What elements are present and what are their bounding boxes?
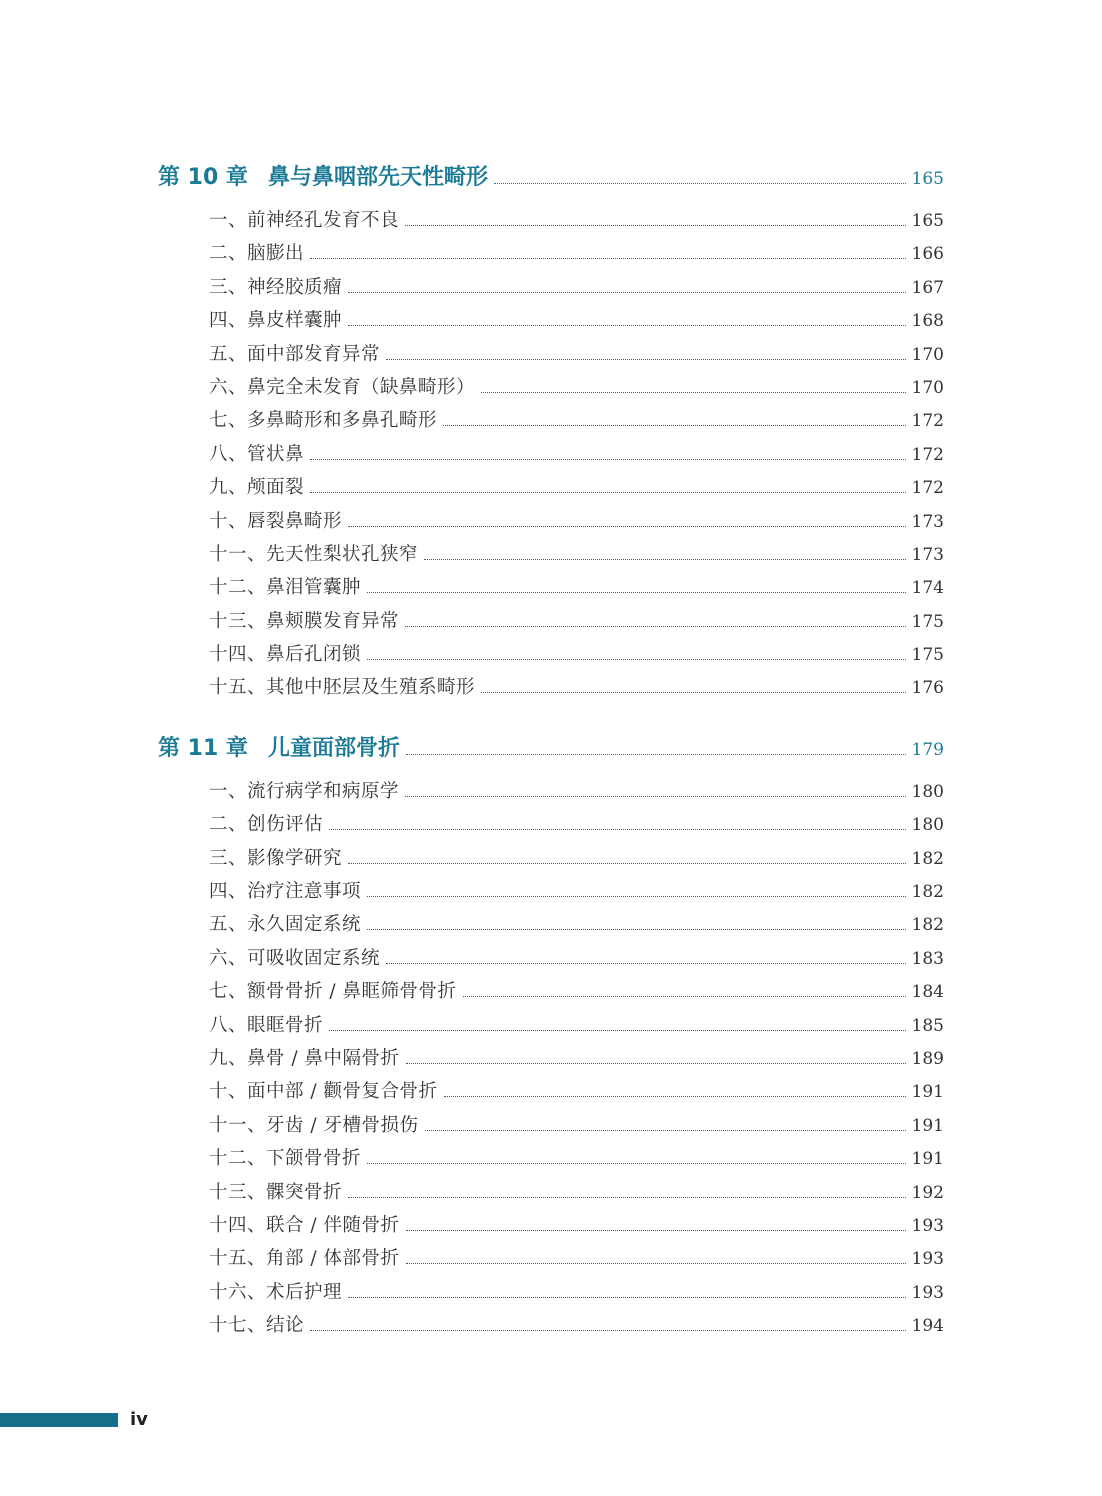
toc-entry[interactable]	[209, 1211, 944, 1244]
entry-page-number: 182	[911, 848, 944, 869]
toc-entry[interactable]	[209, 473, 944, 506]
entry-label: 三、影像学研究	[209, 847, 343, 869]
entry-label: 十三、鼻颊膜发育异常	[209, 610, 400, 632]
entry-page-number: 191	[911, 1082, 944, 1103]
entry-page-number: 175	[911, 611, 944, 632]
toc-entry[interactable]	[209, 1144, 944, 1177]
entry-label: 十二、下颌骨骨折	[209, 1148, 362, 1170]
entry-page-number: 180	[911, 781, 944, 802]
toc-entry[interactable]	[209, 844, 944, 877]
footer-accent-bar	[0, 1413, 118, 1427]
dot-leader	[367, 1163, 906, 1164]
toc-entry[interactable]	[209, 273, 944, 306]
toc-entry[interactable]	[209, 306, 944, 339]
entry-label: 十四、联合 / 伴随骨折	[209, 1214, 400, 1236]
toc-entry[interactable]	[209, 1111, 944, 1144]
chapter-heading[interactable]	[158, 160, 944, 196]
entry-page-number: 193	[911, 1249, 944, 1270]
chapter-number: 第 11 章	[158, 735, 248, 761]
entry-label: 四、鼻皮样囊肿	[209, 310, 343, 332]
entry-page-number: 172	[911, 478, 944, 499]
entry-label: 八、眼眶骨折	[209, 1014, 324, 1036]
entry-page-number: 172	[911, 444, 944, 465]
entry-label: 四、治疗注意事项	[209, 881, 362, 903]
toc-entry[interactable]	[209, 673, 944, 706]
toc-entry[interactable]	[209, 406, 944, 439]
toc-entry[interactable]	[209, 1244, 944, 1277]
entry-label: 十四、鼻后孔闭锁	[209, 644, 362, 666]
toc-entry[interactable]	[209, 373, 944, 406]
entry-label: 九、鼻骨 / 鼻中隔骨折	[209, 1047, 400, 1069]
table-of-contents	[158, 160, 944, 1345]
dot-leader	[329, 829, 906, 830]
dot-leader	[424, 559, 906, 560]
entry-label: 二、创伤评估	[209, 814, 324, 836]
toc-entry[interactable]	[209, 944, 944, 977]
dot-leader	[329, 1030, 906, 1031]
dot-leader	[406, 1230, 906, 1231]
toc-entry[interactable]	[209, 607, 944, 640]
entry-label: 十、唇裂鼻畸形	[209, 510, 343, 532]
chapter-heading[interactable]	[158, 731, 944, 767]
entry-page-number: 165	[911, 211, 944, 231]
dot-leader	[348, 1297, 906, 1298]
dot-leader	[348, 325, 906, 326]
dot-leader	[348, 1197, 906, 1198]
entry-page-number: 170	[911, 377, 944, 398]
entry-page-number: 173	[911, 511, 944, 532]
entry-label: 十三、髁突骨折	[209, 1181, 343, 1203]
chapter-number: 第 10 章	[158, 165, 248, 190]
toc-entry[interactable]	[209, 640, 944, 673]
toc-entry[interactable]	[209, 1178, 944, 1211]
entry-page-number: 185	[911, 1015, 944, 1036]
entry-label: 二、脑膨出	[209, 243, 305, 265]
entry-label: 七、多鼻畸形和多鼻孔畸形	[209, 410, 438, 432]
dot-leader	[444, 1096, 906, 1097]
toc-entry[interactable]	[209, 877, 944, 910]
chapter-entries	[209, 206, 944, 707]
toc-entry[interactable]	[209, 977, 944, 1010]
dot-leader	[494, 183, 906, 184]
entry-label: 十五、角部 / 体部骨折	[209, 1248, 400, 1270]
dot-leader	[386, 359, 906, 360]
toc-entry[interactable]	[209, 1077, 944, 1110]
entry-page-number: 191	[911, 1149, 944, 1170]
entry-page-number: 183	[911, 948, 944, 969]
toc-entry[interactable]	[209, 910, 944, 943]
entry-page-number: 182	[911, 882, 944, 903]
chapter-page-number: 179	[911, 739, 944, 760]
dot-leader	[386, 963, 906, 964]
entry-page-number: 175	[911, 645, 944, 666]
dot-leader	[310, 1330, 906, 1331]
dot-leader	[425, 1130, 906, 1131]
entry-page-number: 166	[911, 244, 944, 265]
entry-label: 十五、其他中胚层及生殖系畸形	[209, 677, 476, 699]
entry-page-number: 167	[911, 277, 944, 298]
entry-page-number: 189	[911, 1048, 944, 1069]
entry-label: 十二、鼻泪管囊肿	[209, 577, 362, 599]
entry-label: 五、面中部发育异常	[209, 343, 381, 365]
entry-label: 十一、先天性梨状孔狭窄	[209, 543, 419, 565]
entry-page-number: 194	[911, 1316, 944, 1337]
entry-page-number: 192	[911, 1182, 944, 1203]
toc-entry[interactable]	[209, 1044, 944, 1077]
entry-label: 九、颅面裂	[209, 477, 305, 499]
entry-label: 八、管状鼻	[209, 443, 305, 465]
dot-leader	[310, 492, 906, 493]
toc-entry[interactable]	[209, 507, 944, 540]
dot-leader	[310, 459, 906, 460]
dot-leader	[367, 896, 906, 897]
entry-page-number: 170	[911, 344, 944, 365]
toc-entry[interactable]	[209, 1311, 944, 1344]
dot-leader	[443, 425, 906, 426]
chapter-title: 儿童面部骨折	[267, 735, 400, 761]
toc-entry[interactable]	[209, 777, 944, 810]
dot-leader	[367, 592, 906, 593]
dot-leader	[406, 1063, 906, 1064]
entry-page-number: 172	[911, 411, 944, 432]
entry-label: 十七、结论	[209, 1315, 305, 1337]
dot-leader	[405, 225, 906, 226]
entry-label: 十、面中部 / 颧骨复合骨折	[209, 1081, 438, 1103]
toc-entry[interactable]	[209, 206, 944, 239]
entry-label: 五、永久固定系统	[209, 914, 362, 936]
toc-entry[interactable]	[209, 1278, 944, 1311]
dot-leader	[481, 392, 906, 393]
entry-page-number: 173	[911, 544, 944, 565]
dot-leader	[367, 929, 906, 930]
dot-leader	[348, 292, 906, 293]
dot-leader	[481, 692, 906, 693]
chapter-title: 鼻与鼻咽部先天性畸形	[267, 165, 488, 190]
entry-label: 十一、牙齿 / 牙槽骨损伤	[209, 1114, 419, 1136]
entry-label: 三、神经胶质瘤	[209, 276, 343, 298]
entry-page-number: 176	[911, 678, 944, 699]
entry-page-number: 180	[911, 815, 944, 836]
entry-label: 七、额骨骨折 / 鼻眶筛骨骨折	[209, 981, 457, 1003]
entry-page-number: 174	[911, 578, 944, 599]
entry-page-number: 193	[911, 1282, 944, 1303]
entry-label: 一、流行病学和病原学	[209, 780, 400, 802]
entry-label: 六、鼻完全未发育（缺鼻畸形）	[209, 376, 476, 398]
chapter-page-number: 165	[911, 169, 944, 189]
dot-leader	[405, 796, 906, 797]
dot-leader	[406, 754, 906, 755]
dot-leader	[310, 258, 906, 259]
entry-page-number: 193	[911, 1215, 944, 1236]
entry-label: 十六、术后护理	[209, 1281, 343, 1303]
entry-page-number: 168	[911, 311, 944, 332]
entry-page-number: 184	[911, 982, 944, 1003]
dot-leader	[463, 996, 906, 997]
toc-entry[interactable]	[209, 810, 944, 843]
entry-page-number: 191	[911, 1115, 944, 1136]
dot-leader	[348, 863, 906, 864]
dot-leader	[406, 1263, 906, 1264]
toc-entry[interactable]	[209, 573, 944, 606]
toc-entry[interactable]	[209, 1011, 944, 1044]
toc-entry[interactable]	[209, 340, 944, 373]
entry-label: 一、前神经孔发育不良	[209, 210, 400, 231]
toc-entry[interactable]	[209, 440, 944, 473]
entry-page-number: 182	[911, 915, 944, 936]
toc-entry[interactable]	[209, 540, 944, 573]
toc-entry[interactable]	[209, 239, 944, 272]
dot-leader	[405, 626, 906, 627]
dot-leader	[348, 526, 906, 527]
entry-label: 六、可吸收固定系统	[209, 947, 381, 969]
page-folio: iv	[130, 1409, 148, 1430]
dot-leader	[367, 659, 906, 660]
chapter-entries	[209, 777, 944, 1345]
